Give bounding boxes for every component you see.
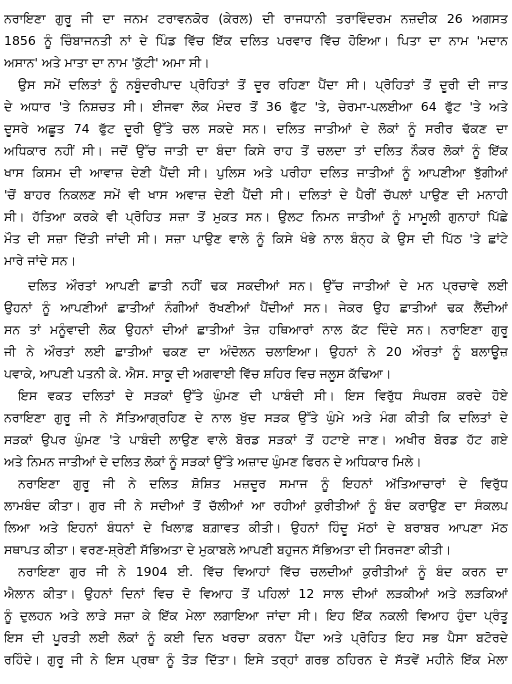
text-line: ਇਸ ਵਕਤ ਦਲਿਤਾਂ ਦੇ ਸੜਕਾਂ ਉੱਤੇ ਘੁੰਮਣ ਦੀ ਪਾਬੰਦੀ ਸੀ। ਇਸ ਵਿਰੁੱਧ ਸੰਘਰਸ਼ ਕਰਦੇ ਹੋਏ <box>18 388 508 403</box>
text-line: ਖਾਸ ਕਿਸਮ ਦੀ ਆਵਾਜ਼ ਦੇਣੀ ਪੈਂਦੀ ਸੀ। ਪੁਲਿਸ ਅਤੇ ਪਰੀਹਾ ਦਲਿਤ ਜਾਤੀਆਂ ਨੂੰ ਆਪਣੀਆ ਝੁੱਗੀਆਂ <box>4 165 508 180</box>
text-line: 1856 ਨੂੰ ਚਿੰਬਾਜਨਤੀ ਨਾਂ ਦੇ ਪਿੰਡ ਵਿੱਚ ਇੱਕ ਦਲਿਤ ਪਰਵਾਰ ਵਿੱਚ ਹੋਇਆ। ਪਿਤਾ ਦਾ ਨਾਮ 'ਮਦਾਨ <box>4 33 508 48</box>
text-line: ਸੀ। ਹੱਤਿਆ ਕਰਕੇ ਵੀ ਪ੍ਰੋਹਿਤ ਸਜ਼ਾ ਤੋਂ ਮੁਕਤ ਸਨ। ਉਲਟ ਨਿਮਨ ਜਾਤੀਆਂ ਨੂੰ ਮਾਮੂਲੀ ਗੁਨਾਹਾਂ ਪਿੱਛੇ <box>4 209 508 224</box>
text-line: ਦੇ ਅਧਾਰ 'ਤੇ ਨਿਸ਼ਚਤ ਸੀ। ਈਜਵਾ ਲੋਕ ਮੰਦਰ ਤੋਂ 36 ਫੁੱਟ 'ਤੇ, ਚੇਰਮਾ-ਪਲਈਆ 64 ਫੁੱਟ 'ਤੇ ਅਤੇ <box>4 99 508 114</box>
text-line: ਐਲਾਨ ਕੀਤਾ। ਉਹਨਾਂ ਦਿਨਾਂ ਵਿਚ ਦੋ ਵਿਆਹ ਤੋਂ ਪਹਿਲਾਂ 12 ਸਾਲ ਦੀਆਂ ਲੜਕੀਆਂ ਅਤੇ ਲੜਕਿਆਂ <box>4 586 508 601</box>
text-line: ਮਾਰੇ ਜਾਂਦੇ ਸਨ। <box>4 253 77 268</box>
text-line: ਉਸ ਸਮੇਂ ਦਲਿਤਾਂ ਨੂੰ ਨਬੂੰਦਰੀਪਾਦ ਪ੍ਰੋਹਿਤਾਂ ਤੋਂ ਦੂਰ ਰਹਿਣਾ ਪੈਂਦਾ ਸੀ। ਪ੍ਰੋਹਿਤਾਂ ਤੋਂ ਦੂਰੀ ਦੀ ਜਾਤ <box>18 77 508 92</box>
text-line: ਮੌਤ ਦੀ ਸਜ਼ਾ ਦਿੱਤੀ ਜਾਂਦੀ ਸੀ। ਸਜ਼ਾ ਪਾਉਣ ਵਾਲੇ ਨੂੰ ਕਿਸੇ ਖੰਭੇ ਨਾਲ ਬੰਨ੍ਹ ਕੇ ਉਸ ਦੀ ਪਿੱਠ 'ਤੇ ਛਾਂਟੇ <box>4 231 508 246</box>
text-line: ਨਰਾਇਣਾ ਗੁਰ ਜੀ ਨੇ 1904 ਈ. ਵਿੱਚ ਵਿਆਹਾਂ ਵਿੱਚ ਚਲਦੀਆਂ ਕੁਰੀਤੀਆਂ ਨੂੰ ਬੰਦ ਕਰਨ ਦਾ <box>18 564 508 579</box>
text-line: ਸੜਕਾਂ ਉਪਰ ਘੁੰਮਣ 'ਤੇ ਪਾਬੰਦੀ ਲਾਉਣ ਵਾਲੇ ਬੋਰਡ ਸੜਕਾਂ ਤੋਂ ਹਟਾਏ ਜਾਣ। ਅਖੀਰ ਬੋਰਡ ਹੱਟ ਗਏ <box>4 432 508 447</box>
text-line: ਨਰਾਇਣਾ ਗੁਰੂ ਜੀ ਨੇ ਸੱਤਿਆਗ੍ਰਹਿਣ ਦੇ ਨਾਲ ਖੁੱਦ ਸੜਕ ਉੱਤੇ ਘੁੰਮੇ ਅਤੇ ਮੰਗ ਕੀਤੀ ਕਿ ਦਲਿਤਾਂ ਦੇ <box>4 410 508 425</box>
text-line: ਦੂਸਰੇ ਅਛੂਤ 74 ਫੁੱਟ ਦੂਰੀ ਉੱਤੇ ਚਲ ਸਕਦੇ ਸਨ। ਦਲਿਤ ਜਾਤੀਆਂ ਦੇ ਲੋਕਾਂ ਨੂੰ ਸਰੀਰ ਢੱਕਣ ਦਾ <box>4 121 508 136</box>
text-line: ਅਸਾਨ' ਅਤੇ ਮਾਤਾ ਦਾ ਨਾਮ 'ਕੁੱਟੀ' ਅਮਾ ਸੀ। <box>4 55 210 70</box>
text-line: ਸਥਾਪਤ ਕੀਤਾ। ਵਰਣ-ਸ਼੍ਰੇਣੀ ਸੱਭਿਅਤਾ ਦੇ ਮੁਕਾਬਲੇ ਆਪਣੀ ਬਹੁਜਨ ਸੱਭਿਅਤਾ ਦੀ ਸਿਰਜਣਾ ਕੀਤੀ। <box>4 542 452 557</box>
text-line: 'ਚੋਂ ਬਾਹਰ ਨਿਕਲਣ ਸਮੇਂ ਵੀ ਖਾਸ ਅਵਾਜ਼ ਦੇਣੀ ਪੈਂਦੀ ਸੀ। ਦਲਿਤਾਂ ਦੇ ਪੈਰੀਂ ਚੱਪਲਾਂ ਪਾਉਣ ਦੀ ਮਨਾਹੀ <box>4 187 508 202</box>
text-line: ਲਾਮਬੰਦ ਕੀਤਾ। ਗੁਰ ਜੀ ਨੇ ਸਦੀਆਂ ਤੋਂ ਚੱਲੀਆਂ ਆ ਰਹੀਆਂ ਕੁਰੀਤੀਆਂ ਨੂੰ ਬੰਦ ਕਰਾਉਣ ਦਾ ਸੰਕਲਪ <box>4 498 508 513</box>
text-line: ਅਧਿਕਾਰ ਨਹੀਂ ਸੀ। ਜਦੋਂ ਉੱਚ ਜਾਤੀ ਦਾ ਬੰਦਾ ਕਿਸੇ ਰਾਹ ਤੋਂ ਚਲਦਾ ਤਾਂ ਦਲਿਤ ਨੌਕਰ ਲੋਕਾਂ ਨੂੰ ਇੱਕ <box>4 143 508 158</box>
text-line: ਅਤੇ ਨਿਮਨ ਜਾਤੀਆਂ ਦੇ ਦਲਿਤ ਲੋਕਾਂ ਨੂੰ ਸੜਕਾਂ ਉੱਤੇ ਅਜ਼ਾਦ ਘੁੰਮਣ ਫਿਰਨ ਦੇ ਅਧਿਕਾਰ ਮਿਲੇ। <box>4 454 422 469</box>
text-line: ਪਵਾਕੇ, ਆਪਣੀ ਪਤਨੀ ਕੇ. ਐਸ. ਸਾਕੂ ਦੀ ਅਗਵਾਈ ਵਿੱਚ ਸ਼ਹਿਰ ਵਿਚ ਜਲੂਸ ਕੱਢਿਆ। <box>4 366 392 381</box>
text-line: ਨਰਾਇਣਾ ਗੁਰੂ ਜੀ ਨੇ ਦਲਿਤ ਸ਼ੋਸ਼ਿਤ ਮਜ਼ਦੂਰ ਸਮਾਜ ਨੂੰ ਇਹਨਾਂ ਅੱਤਿਆਚਾਰਾਂ ਦੇ ਵਿਰੁੱਧ <box>18 476 508 491</box>
text-line: ਰਹਿੰਦੇ। ਗੁਰੂ ਜੀ ਨੇ ਇਸ ਪ੍ਰਥਾ ਨੂੰ ਤੋੜ ਦਿੱਤਾ। ਇਸੇ ਤਰ੍ਹਾਂ ਗਰਭ ਠਹਿਰਨ ਦੇ ਸੱਤਵੇਂ ਮਹੀਨੇ ਇੱਕ ਮੇਲਾ <box>4 652 508 667</box>
text-line: ਨਰਾਇਣਾ ਗੁਰੂ ਜੀ ਦਾ ਜਨਮ ਟਰਾਵਨਕੋਰ (ਕੇਰਲ) ਦੀ ਰਾਜਧਾਨੀ ਤਰਾਵਿੰਦਰਮ ਨਜ਼ਦੀਕ 26 ਅਗਸਤ <box>4 11 508 26</box>
text-line: ਉਹਨਾਂ ਨੂੰ ਆਪਣੀਆਂ ਛਾਤੀਆਂ ਨੰਗੀਆਂ ਰੱਖਣੀਆਂ ਪੈਂਦੀਆਂ ਸਨ। ਜੇਕਰ ਉਹ ਛਾਤੀਆਂ ਢਕ ਲੈਂਦੀਆਂ <box>4 300 508 315</box>
text-line: ਸਨ ਤਾਂ ਮਨੂੰਵਾਦੀ ਲੋਕ ਉਹਨਾਂ ਦੀਆਂ ਛਾਤੀਆਂ ਤੇਜ਼ ਹਥਿਆਰਾਂ ਨਾਲ ਕੱਟ ਦਿੰਦੇ ਸਨ। ਨਰਾਇਣਾ ਗੁਰੂ <box>4 322 508 337</box>
text-line: ਇਸ ਦੀ ਪੂਰਤੀ ਲਈ ਲੋਕਾਂ ਨੂੰ ਕਈ ਦਿਨ ਖਰਚਾ ਕਰਨਾ ਪੈਂਦਾ ਅਤੇ ਪ੍ਰੋਹਿਤ ਇਹ ਸਭ ਪੈਸਾ ਬਟੋਰਦੇ <box>4 630 508 645</box>
text-line: ਲਿਆ ਅਤੇ ਇਹਨਾਂ ਬੰਧਨਾਂ ਦੇ ਖਿਲਾਫ਼ ਬਗ਼ਾਵਤ ਕੀਤੀ। ਉਹਨਾਂ ਹਿੰਦੂ ਮੱਠਾਂ ਦੇ ਬਰਾਬਰ ਆਪਣਾ ਮੱਠ <box>4 520 508 535</box>
text-line: ਦਲਿਤ ਔਰਤਾਂ ਆਪਣੀ ਛਾਤੀ ਨਹੀਂ ਢਕ ਸਕਦੀਆਂ ਸਨ। ਉੱਚ ਜਾਤੀਆਂ ਦੇ ਮਨ ਪ੍ਰਚਾਵੇ ਲਈ <box>28 278 508 293</box>
text-line: ਜੀ ਨੇ ਔਰਤਾਂ ਲਈ ਛਾਤੀਆਂ ਢਕਣ ਦਾ ਅੰਦੋਲਨ ਚਲਾਇਆ। ਉਹਨਾਂ ਨੇ 20 ਔਰਤਾਂ ਨੂੰ ਬਲਾਊਜ਼ <box>4 344 508 359</box>
text-line: ਨੂੰ ਦੁਲਹਨ ਅਤੇ ਲਾੜੇ ਸਜ਼ਾ ਕੇ ਇੱਕ ਮੇਲਾ ਲਗਾਇਆ ਜਾਂਦਾ ਸੀ। ਇਹ ਇੱਕ ਨਕਲੀ ਵਿਆਹ ਹੁੰਦਾ ਪ੍ਰੰਤੂ <box>4 608 508 623</box>
